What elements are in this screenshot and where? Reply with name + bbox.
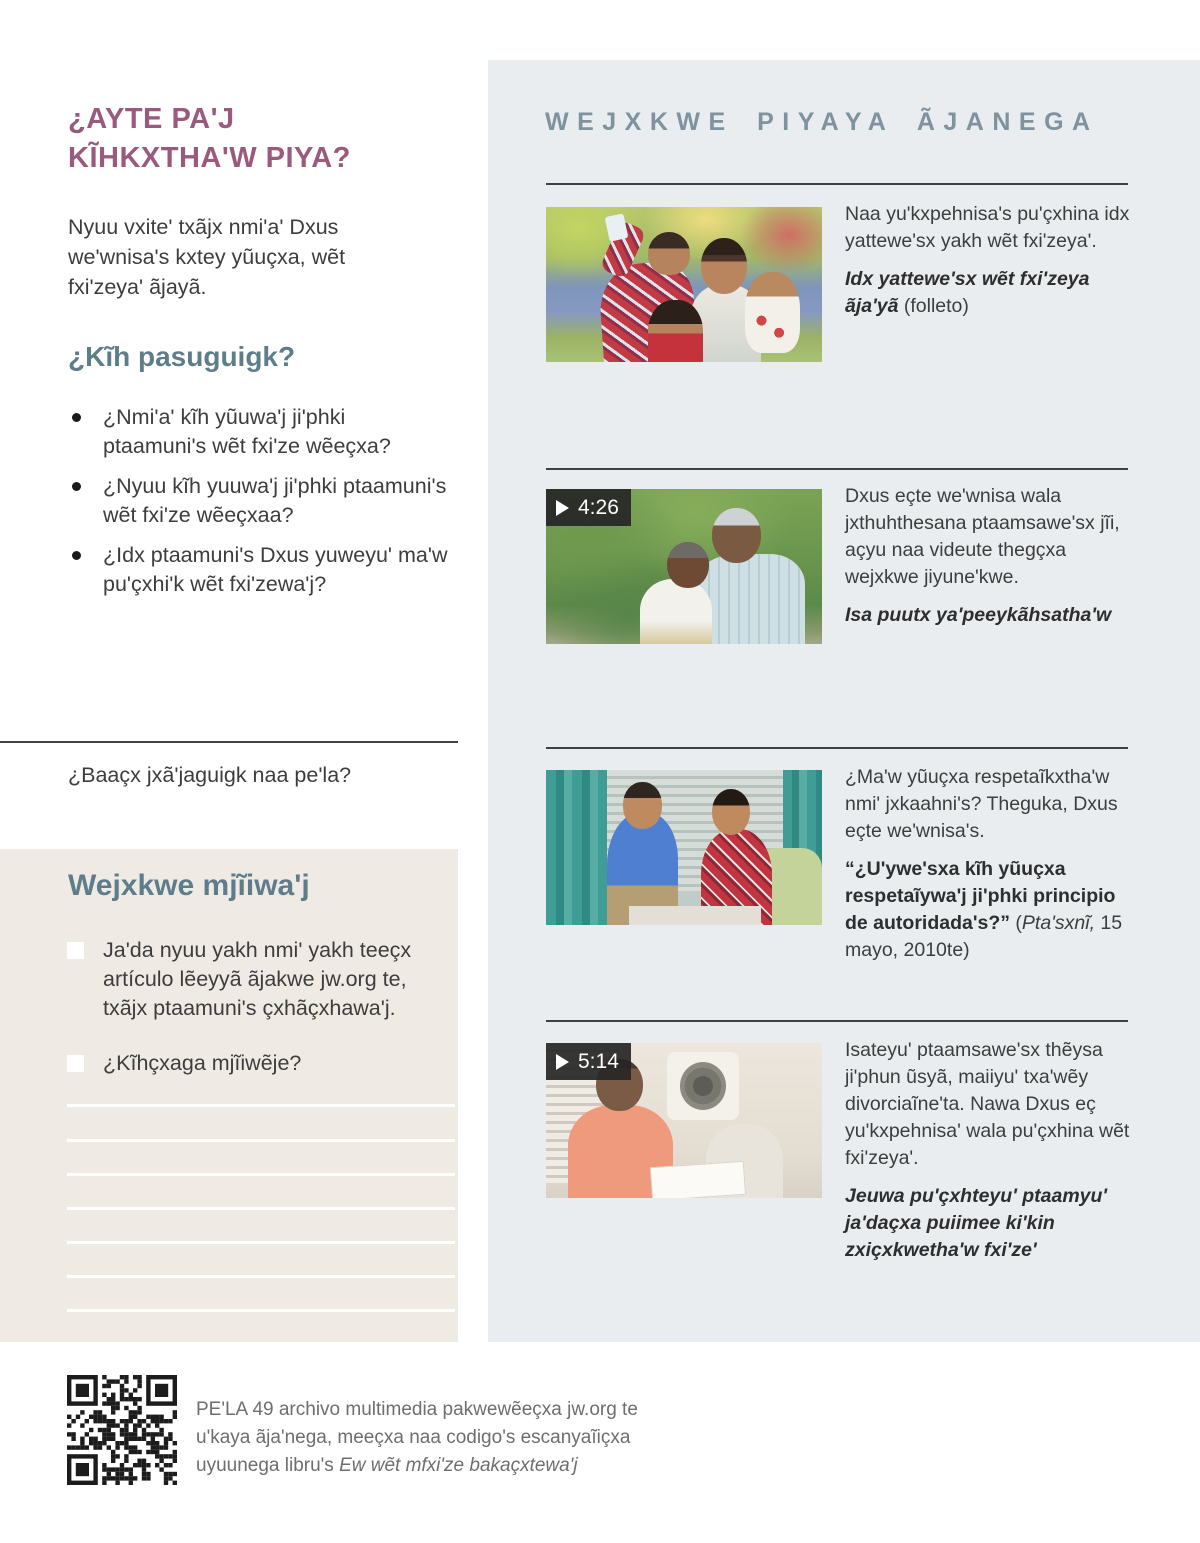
item-description: ¿Ma'w yũuçxa respetaĩkxtha'w nmi' jxkaahni's? Theguka, Dxus eçte we'wnisa's. — [845, 766, 1118, 842]
item-description: Dxus eçte we'wnisa wala jxthuhthesana ptaamsawe'sx jĩi, açyu naa videute thegçxa wejxkwe jiyune'kwe. — [845, 485, 1120, 588]
question-item — [68, 472, 453, 530]
writing-line — [67, 1275, 455, 1278]
video-duration: 5:14 — [578, 1049, 619, 1073]
question-item — [68, 541, 453, 599]
checkbox[interactable] — [67, 942, 84, 959]
item-divider — [546, 747, 1128, 749]
question-text: ¿Nyuu kĩh yuuwa'j ji'phki ptaamuni's wẽt fxi'ze wẽeçxaa? — [103, 474, 447, 527]
qr-code — [67, 1375, 177, 1485]
item-description: Naa yu'kxpehnisa's pu'çxhina idx yattewe'sx yakh wẽt fxi'zeya'. — [845, 203, 1130, 252]
item-ref: (folleto) — [898, 295, 969, 317]
video-duration-badge — [546, 1043, 631, 1080]
note-text: ¿Kĩhçxaga mjĩiwẽje? — [103, 1051, 302, 1075]
item-divider — [546, 183, 1128, 185]
bullet-icon — [72, 482, 81, 491]
question-list — [68, 403, 453, 610]
question-item — [68, 403, 453, 461]
writing-line — [67, 1173, 455, 1176]
item-link[interactable]: Isa puutx ya'peeykãhsatha'w — [845, 604, 1112, 626]
item-link[interactable]: Idx yattewe'sx wẽt fxi'zeya ãja'yã — [845, 268, 1090, 317]
question-text: ¿Idx ptaamuni's Dxus yuweyu' ma'w pu'çxhi'k wẽt fxi'zewa'j? — [103, 543, 448, 596]
song-question: ¿Baaçx jxã'jaguigk naa pe'la? — [68, 763, 352, 787]
qr-caption-text: PE'LA 49 archivo multimedia pakwewẽeçxa jw.org te u'kaya ãja'nega, meeçxa naa codigo's escanyaĩiçxa uyuunega libru's — [196, 1399, 638, 1476]
writing-line — [67, 1309, 455, 1312]
video-thumbnail-elderly-couple-outdoors[interactable] — [546, 489, 822, 644]
note-text: Ja'da nyuu yakh nmi' yakh teeçx artículo lẽeyyã ãjakwe jw.org te, txãjx ptaamuni's çxhãçxhawa'j. — [103, 938, 412, 1020]
writing-line — [67, 1104, 455, 1107]
media-panel-title: WEJXKWE PIYAYA ÃJANEGA — [545, 108, 1099, 136]
page-title: ¿AYTE PA'J KĨHKXTHA'W PIYA? — [68, 103, 351, 174]
notes-title: Wejxkwe mjĩiwa'j — [68, 869, 310, 902]
qr-caption — [196, 1396, 656, 1480]
section-divider — [0, 741, 458, 743]
video-duration: 4:26 — [578, 495, 619, 519]
writing-line — [67, 1139, 455, 1142]
item-ref: ( — [1010, 912, 1022, 934]
media-panel — [488, 60, 1200, 1342]
photo-family-selfie[interactable] — [546, 207, 822, 362]
play-icon — [556, 1054, 569, 1070]
item-description: Isateyu' ptaamsawe'sx thẽysa ji'phun ũsyã, maiiyu' txa'wẽy divorciaĩne'ta. Nawa Dxus eç yu'kxpehnisa' wala pu'çxhina wẽt fxi'zeya'. — [845, 1039, 1130, 1169]
writing-line — [67, 1207, 455, 1210]
question-text: ¿Nmi'a' kĩh yũuwa'j ji'phki ptaamuni's wẽt fxi'ze wẽeçxa? — [103, 405, 391, 458]
checkbox[interactable] — [67, 1055, 84, 1072]
item-divider — [546, 1020, 1128, 1022]
bullet-icon — [72, 551, 81, 560]
video-duration-badge — [546, 489, 631, 526]
note-item — [67, 936, 422, 1023]
note-item — [67, 1049, 422, 1078]
writing-line — [67, 1241, 455, 1244]
video-thumbnail-elderly-couple-reading[interactable] — [546, 1043, 822, 1198]
item-ref-italic: Pta'sxnĩ, — [1021, 912, 1096, 934]
questions-heading: ¿Kĩh pasuguigk? — [68, 341, 296, 372]
item-divider — [546, 468, 1128, 470]
play-icon — [556, 500, 569, 516]
bullet-icon — [72, 413, 81, 422]
qr-caption-book-title: Ew wẽt mfxi'ze bakaçxtewa'j — [339, 1455, 578, 1476]
notes-box — [0, 849, 458, 1342]
item-link[interactable]: “¿U'ywe'sxa kĩh yũuçxa respetaĩywa'j ji'phki principio de autoridada's?” — [845, 858, 1116, 934]
item-ref: 15 mayo, 2010te) — [845, 912, 1123, 961]
item-link[interactable]: Jeuwa pu'çxhteyu' ptaamyu' ja'daçxa puiimee ki'kin zxiçxkwetha'w fxi'ze' — [845, 1185, 1108, 1261]
intro-paragraph: Nyuu vxite' txãjx nmi'a' Dxus we'wnisa's kxtey yũuçxa, wẽt fxi'zeya' ãjayã. — [68, 215, 346, 299]
photo-couple-talking-couch[interactable] — [546, 770, 822, 925]
